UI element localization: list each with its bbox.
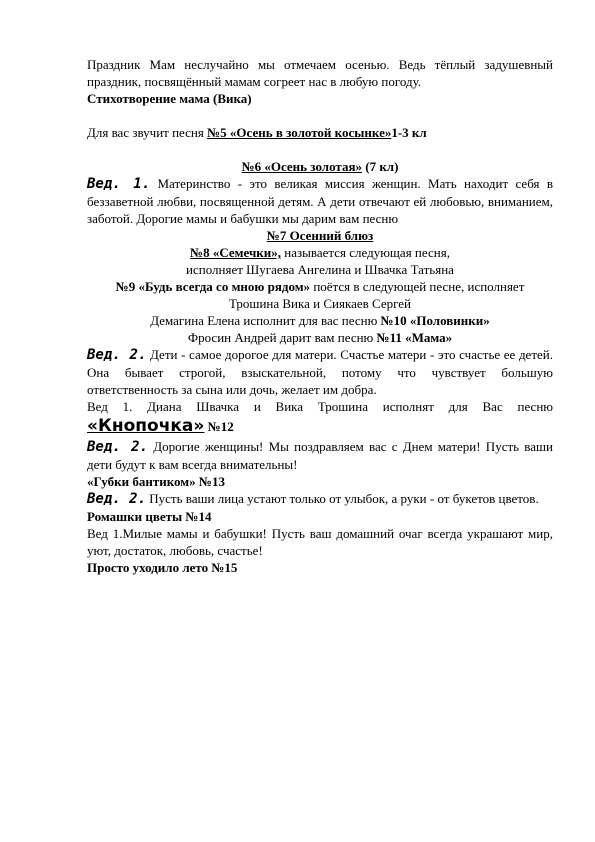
song-5-title: №5 «Осень в золотой косынке» <box>207 125 392 140</box>
blank-line <box>87 141 553 158</box>
song-5-class: 1-3 кл <box>391 125 427 140</box>
intro-paragraph: Праздник Мам неслучайно мы отмечаем осенью. Ведь тёплый задушевный праздник, посвящённый мамам согреет нас в любую погоду. <box>87 57 553 89</box>
song-12-line <box>87 415 553 438</box>
song-9-title: №9 «Будь всегда со мною рядом» <box>115 279 311 294</box>
song-12-number: №12 <box>204 419 234 434</box>
host-2-wish-text: Пусть ваши лица устают только от улыбок, а руки - от букетов цветов. <box>146 491 539 506</box>
song-9-desc: поётся в следующей песне, исполняет <box>310 279 525 294</box>
song-9-line <box>87 278 553 295</box>
song-5-line <box>87 124 553 141</box>
song-7-line: №7 Осенний блюз <box>266 228 374 243</box>
host-2-text: Дети - самое дорогое для матери. Счастье матери - это счастье ее детей. Она бывает строгой, взыскательной, потому что чувствует большую ответственность за сына или дочь, желает им добра. <box>87 347 553 397</box>
song-11-line <box>87 329 553 346</box>
blank-line <box>87 107 553 124</box>
song-9-performers: Трошина Вика и Сиякаев Сергей <box>228 296 411 311</box>
host-label: Вед. 2. <box>87 439 148 455</box>
song-6-line <box>87 158 553 175</box>
song-10-intro: Демагина Елена исполнит для вас песню <box>150 313 381 328</box>
song-11-title: №11 «Мама» <box>376 330 453 345</box>
song-15-line: Просто уходило лето №15 <box>87 560 238 575</box>
song-10-title: №10 «Половинки» <box>380 313 490 328</box>
host-2-wish <box>87 490 553 508</box>
song-8-line <box>87 244 553 261</box>
host-2-paragraph <box>87 346 553 398</box>
song-13-line: «Губки бантиком» №13 <box>87 474 225 489</box>
host-1-paragraph <box>87 175 553 227</box>
host-label: Вед. 2. <box>87 491 147 507</box>
song-5-intro: Для вас звучит песня <box>87 125 208 140</box>
song-14-line: Ромашки цветы №14 <box>87 509 212 524</box>
song-8-performers: исполняет Шугаева Ангелина и Швачка Татьяна <box>186 262 454 277</box>
song-6-title: №6 «Осень золотая» <box>241 159 362 174</box>
host-1-wish: Вед 1.Милые мамы и бабушки! Пусть ваш домашний очаг всегда украшают мир, уют, достаток, любовь, счастье! <box>87 526 553 558</box>
song-11-intro: Фросин Андрей дарит вам песню <box>187 330 377 345</box>
host-label: Вед. 1. <box>87 176 151 192</box>
document-page <box>87 56 553 576</box>
song-12-title: «Кнопочка» <box>87 416 205 436</box>
song-10-line <box>87 312 553 329</box>
poem-line: Стихотворение мама (Вика) <box>87 91 252 106</box>
host-label: Вед. 2. <box>87 347 147 363</box>
host-1-text: Материнство - это великая миссия женщин. Мать находит себя в беззаветной любви, посвященной детям. А дети отвечают ей любовью, вниманием, заботой. Дорогие мамы и бабушки мы дарим вам песню <box>87 176 553 226</box>
host-2-greeting-text: Дорогие женщины! Мы поздравляем вас с Днем матери! Пусть ваши дети будут к вам всегда внимательны! <box>87 439 553 472</box>
song-6-class: (7 кл) <box>361 159 399 174</box>
song-12-intro: Вед 1. Диана Швачка и Вика Трошина исполнят для Вас песню <box>87 399 553 414</box>
host-2-greeting <box>87 438 553 473</box>
song-8-title: №8 «Семечки», <box>190 245 282 260</box>
song-8-desc: называется следующая песня, <box>281 245 450 260</box>
